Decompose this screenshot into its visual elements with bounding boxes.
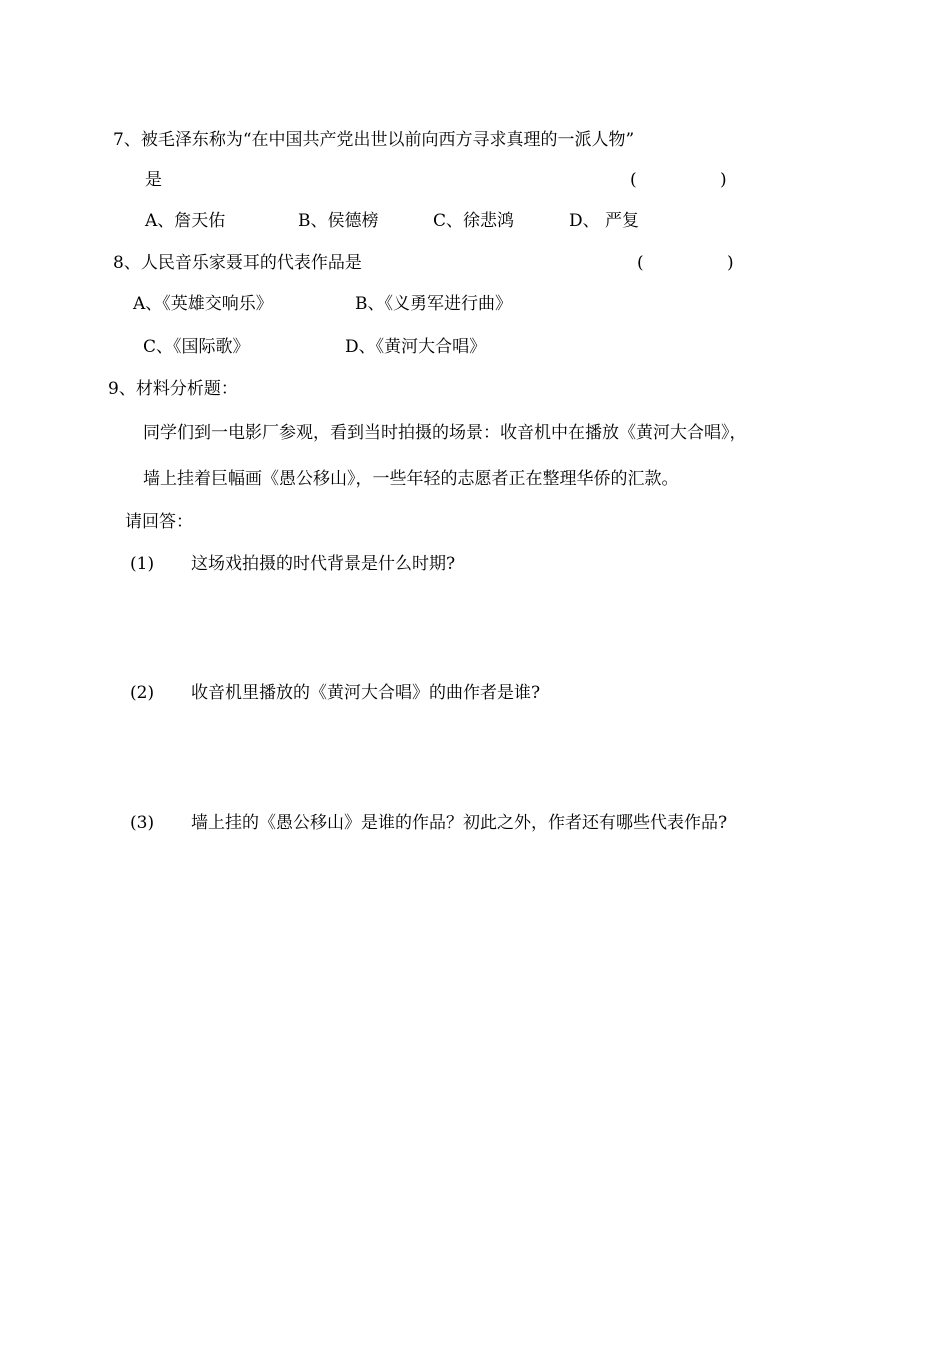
q7-option-b: B、侯德榜 <box>298 211 379 231</box>
q7-option-c: C、徐悲鸿 <box>433 211 515 231</box>
q8-answer-paren-open: ( <box>637 253 644 273</box>
q9-sub-2-text: 收音机里播放的《黄河大合唱》的曲作者是谁? <box>191 683 541 703</box>
q8-option-a: A、《英雄交响乐》 <box>133 294 273 314</box>
q9-material-line-2: 墙上挂着巨幅画《愚公移山》，一些年轻的志愿者正在整理华侨的汇款。 <box>143 469 679 489</box>
q9-sub-2-number: (2) <box>130 683 155 703</box>
q7-stem: 7、被毛泽东称为“在中国共产党出世以前向西方寻求真理的一派人物” <box>113 130 635 150</box>
q9-sub-1-text: 这场戏拍摄的时代背景是什么时期? <box>191 554 456 574</box>
q9-sub-3-text: 墙上挂的《愚公移山》是谁的作品？初此之外，作者还有哪些代表作品? <box>191 813 728 833</box>
q7-answer-paren-open: ( <box>630 170 637 190</box>
q9-material-line-1: 同学们到一电影厂参观，看到当时拍摄的场景：收音机中在播放《黄河大合唱》， <box>143 423 747 443</box>
q8-option-b: B、《义勇军进行曲》 <box>355 294 512 314</box>
q8-stem: 8、人民音乐家聂耳的代表作品是 <box>113 253 362 273</box>
q8-option-d: D、《黄河大合唱》 <box>345 337 487 357</box>
q7-answer-paren-close: ) <box>720 170 727 190</box>
q7-option-d: D、 严复 <box>569 211 640 231</box>
q8-answer-paren-close: ) <box>727 253 734 273</box>
q9-sub-3-number: (3) <box>130 813 155 833</box>
q9-sub-1-number: (1) <box>130 554 155 574</box>
q9-title: 9、材料分析题： <box>108 379 238 399</box>
q9-prompt: 请回答： <box>125 512 193 532</box>
q8-option-c: C、《国际歌》 <box>143 337 250 357</box>
q7-stem-cont: 是 <box>145 170 162 190</box>
q7-option-a: A、詹天佑 <box>145 211 226 231</box>
